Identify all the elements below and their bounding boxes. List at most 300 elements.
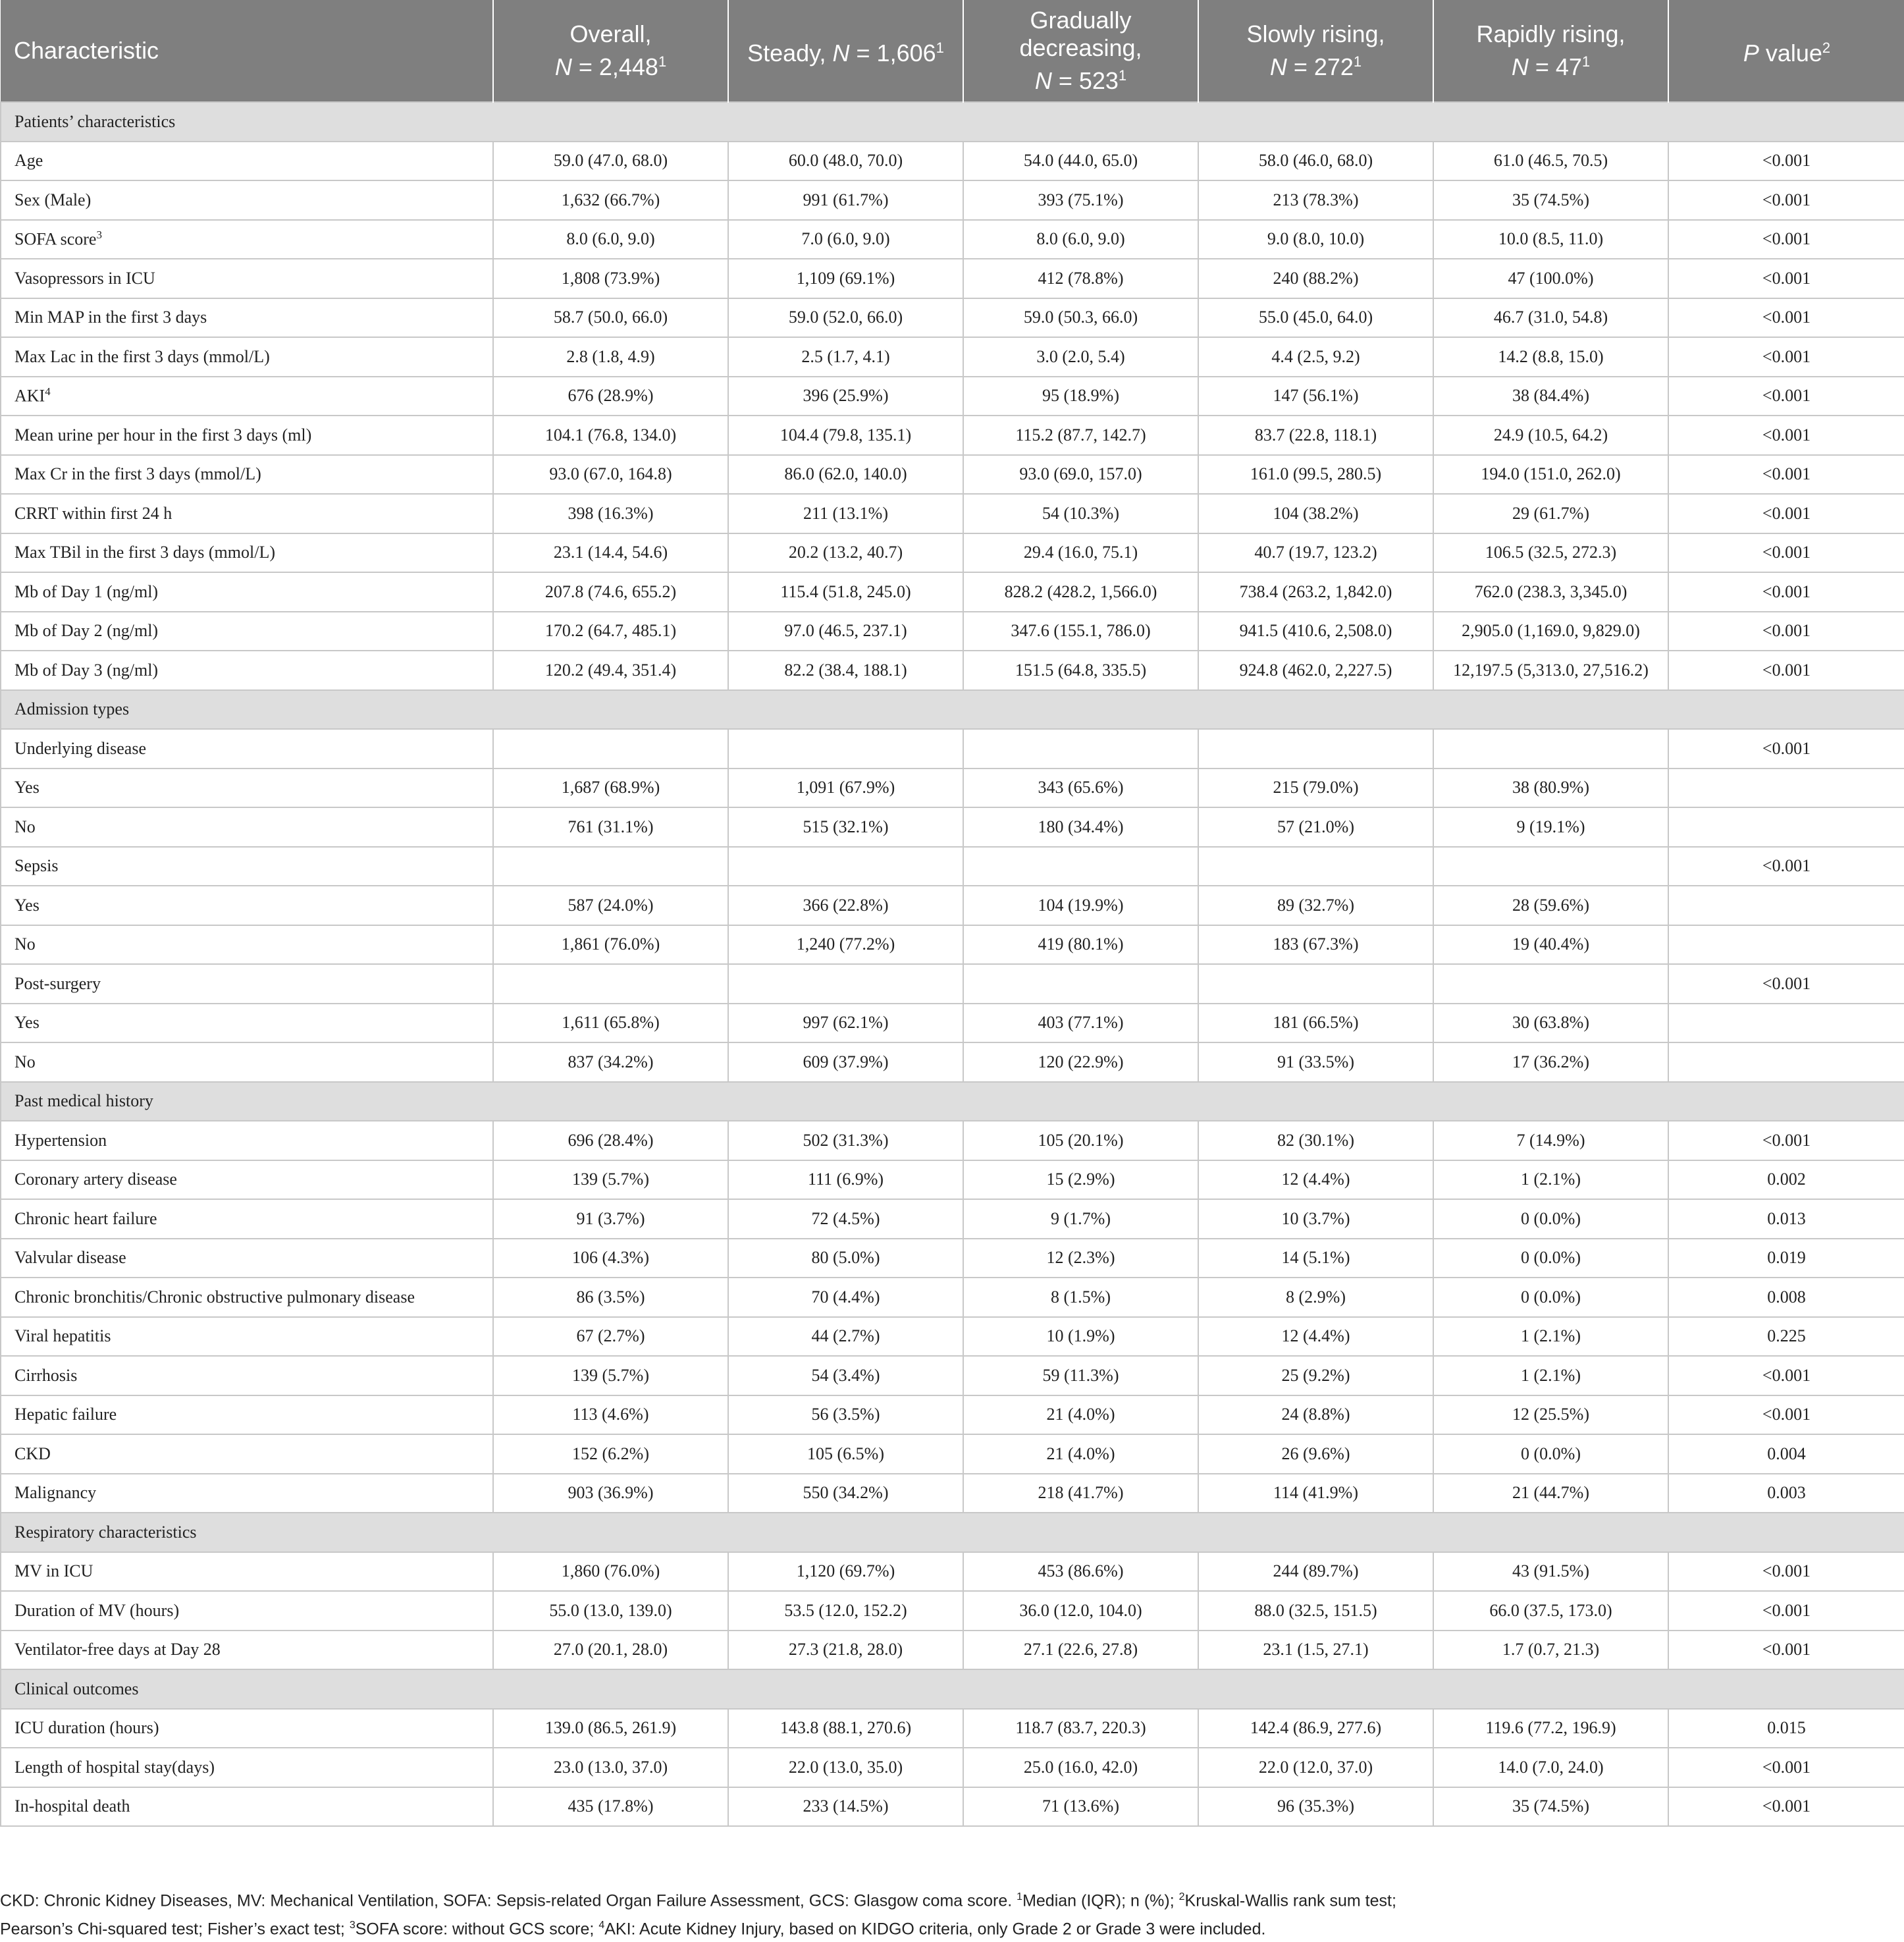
row-label: Hepatic failure	[14, 1405, 117, 1424]
cell-gradually-decreasing: 59 (11.3%)	[963, 1356, 1198, 1395]
header-grad-line2: decreasing,	[1019, 34, 1142, 61]
cell-rapidly-rising: 0 (0.0%)	[1433, 1199, 1668, 1239]
cell-rapidly-rising: 12 (25.5%)	[1433, 1395, 1668, 1435]
cell-gradually-decreasing	[963, 847, 1198, 886]
cell-steady: 997 (62.1%)	[728, 1004, 963, 1043]
cell-slowly-rising: 40.7 (19.7, 123.2)	[1198, 533, 1433, 573]
table-row	[1, 1552, 1904, 1592]
table-row	[1, 1121, 1904, 1160]
cell-steady: 97.0 (46.5, 237.1)	[728, 612, 963, 651]
row-label: Yes	[14, 895, 40, 915]
row-label-cell	[1, 220, 493, 259]
cell-overall: 91 (3.7%)	[493, 1199, 728, 1239]
cell-p-value: <0.001	[1668, 416, 1904, 455]
cell-steady: 2.5 (1.7, 4.1)	[728, 337, 963, 377]
cell-rapidly-rising: 29 (61.7%)	[1433, 494, 1668, 533]
cell-rapidly-rising: 66.0 (37.5, 173.0)	[1433, 1591, 1668, 1631]
cell-steady: 20.2 (13.2, 40.7)	[728, 533, 963, 573]
cell-p-value: <0.001	[1668, 220, 1904, 259]
cell-gradually-decreasing: 8 (1.5%)	[963, 1278, 1198, 1317]
cell-overall: 1,808 (73.9%)	[493, 259, 728, 298]
cell-overall: 139.0 (86.5, 261.9)	[493, 1709, 728, 1748]
cell-overall: 398 (16.3%)	[493, 494, 728, 533]
cell-p-value: <0.001	[1668, 1631, 1904, 1670]
cell-slowly-rising: 8 (2.9%)	[1198, 1278, 1433, 1317]
cell-overall: 139 (5.7%)	[493, 1356, 728, 1395]
row-label: Ventilator-free days at Day 28	[14, 1640, 221, 1659]
header-overall-value: = 2,448	[571, 53, 658, 80]
cell-gradually-decreasing: 15 (2.9%)	[963, 1160, 1198, 1200]
cell-p-value	[1668, 925, 1904, 965]
row-label: No	[14, 1052, 36, 1071]
cell-gradually-decreasing: 93.0 (69.0, 157.0)	[963, 455, 1198, 495]
cell-overall: 1,687 (68.9%)	[493, 769, 728, 808]
cell-steady: 211 (13.1%)	[728, 494, 963, 533]
footnote-sup-2: 2	[1178, 1891, 1185, 1902]
cell-slowly-rising: 55.0 (45.0, 64.0)	[1198, 298, 1433, 338]
table-row	[1, 925, 1904, 965]
footnote-text-4: AKI: Acute Kidney Injury, based on KIDGO criteria, only Grade 2 or Grade 3 were included.	[604, 1920, 1266, 1939]
cell-p-value: <0.001	[1668, 298, 1904, 338]
row-label: Yes	[14, 778, 40, 797]
cell-steady: 111 (6.9%)	[728, 1160, 963, 1200]
cell-slowly-rising: 89 (32.7%)	[1198, 886, 1433, 925]
cell-p-value: <0.001	[1668, 572, 1904, 612]
footnote-line-2	[0, 1913, 1904, 1941]
cell-p-value: 0.015	[1668, 1709, 1904, 1748]
row-label: Min MAP in the first 3 days	[14, 308, 207, 327]
row-label: Chronic heart failure	[14, 1208, 157, 1228]
table-row	[1, 416, 1904, 455]
cell-overall: 106 (4.3%)	[493, 1239, 728, 1278]
cell-p-value: <0.001	[1668, 455, 1904, 495]
row-label: Max Lac in the first 3 days (mmol/L)	[14, 346, 270, 366]
cell-overall	[493, 964, 728, 1004]
cell-gradually-decreasing: 403 (77.1%)	[963, 1004, 1198, 1043]
cell-rapidly-rising: 35 (74.5%)	[1433, 1787, 1668, 1827]
cell-p-value: <0.001	[1668, 651, 1904, 690]
row-label-cell	[1, 1121, 493, 1160]
cell-overall: 2.8 (1.8, 4.9)	[493, 337, 728, 377]
row-label-cell	[1, 1631, 493, 1670]
header-p-value	[1668, 0, 1904, 102]
table-row	[1, 1395, 1904, 1435]
cell-steady: 550 (34.2%)	[728, 1474, 963, 1513]
cell-gradually-decreasing: 54 (10.3%)	[963, 494, 1198, 533]
table-row	[1, 337, 1904, 377]
cell-overall: 696 (28.4%)	[493, 1121, 728, 1160]
row-label: Age	[14, 151, 43, 171]
cell-gradually-decreasing: 347.6 (155.1, 786.0)	[963, 612, 1198, 651]
cell-overall: 120.2 (49.4, 351.4)	[493, 651, 728, 690]
row-label-cell	[1, 1199, 493, 1239]
row-label-cell	[1, 964, 493, 1004]
row-label-cell	[1, 651, 493, 690]
cell-slowly-rising: 83.7 (22.8, 118.1)	[1198, 416, 1433, 455]
cell-slowly-rising: 161.0 (99.5, 280.5)	[1198, 455, 1433, 495]
cell-overall: 435 (17.8%)	[493, 1787, 728, 1827]
cell-rapidly-rising: 12,197.5 (5,313.0, 27,516.2)	[1433, 651, 1668, 690]
cell-gradually-decreasing	[963, 729, 1198, 769]
table-row	[1, 1317, 1904, 1357]
table-row	[1, 612, 1904, 651]
row-label-cell	[1, 494, 493, 533]
cell-slowly-rising: 147 (56.1%)	[1198, 377, 1433, 416]
cell-steady: 44 (2.7%)	[728, 1317, 963, 1357]
cell-gradually-decreasing	[963, 964, 1198, 1004]
cell-gradually-decreasing: 12 (2.3%)	[963, 1239, 1198, 1278]
cell-gradually-decreasing: 71 (13.6%)	[963, 1787, 1198, 1827]
cell-rapidly-rising: 21 (44.7%)	[1433, 1474, 1668, 1513]
row-label-cell	[1, 612, 493, 651]
cell-steady: 1,091 (67.9%)	[728, 769, 963, 808]
cell-rapidly-rising: 30 (63.8%)	[1433, 1004, 1668, 1043]
row-label-cell	[1, 1748, 493, 1787]
cell-overall: 23.1 (14.4, 54.6)	[493, 533, 728, 573]
row-label: ICU duration (hours)	[14, 1718, 159, 1738]
section-label: Clinical outcomes	[1, 1669, 1904, 1709]
row-label: Cirrhosis	[14, 1365, 78, 1385]
cell-slowly-rising: 183 (67.3%)	[1198, 925, 1433, 965]
table-row	[1, 1160, 1904, 1200]
table-row	[1, 494, 1904, 533]
cell-slowly-rising: 58.0 (46.0, 68.0)	[1198, 142, 1433, 181]
cell-p-value: <0.001	[1668, 259, 1904, 298]
cell-overall: 676 (28.9%)	[493, 377, 728, 416]
cell-rapidly-rising: 61.0 (46.5, 70.5)	[1433, 142, 1668, 181]
cell-gradually-decreasing: 29.4 (16.0, 75.1)	[963, 533, 1198, 573]
footnote-sup-4: 4	[598, 1920, 605, 1931]
cell-gradually-decreasing: 120 (22.9%)	[963, 1042, 1198, 1082]
footnote-text-2: Kruskal-Wallis rank sum test;	[1184, 1891, 1396, 1910]
cell-rapidly-rising: 1 (2.1%)	[1433, 1160, 1668, 1200]
table-row	[1, 651, 1904, 690]
cell-gradually-decreasing: 8.0 (6.0, 9.0)	[963, 220, 1198, 259]
row-label-cell	[1, 142, 493, 181]
cell-steady: 22.0 (13.0, 35.0)	[728, 1748, 963, 1787]
cell-gradually-decreasing: 218 (41.7%)	[963, 1474, 1198, 1513]
row-label-cell	[1, 1317, 493, 1357]
cell-slowly-rising: 24 (8.8%)	[1198, 1395, 1433, 1435]
cell-slowly-rising	[1198, 847, 1433, 886]
cell-slowly-rising: 26 (9.6%)	[1198, 1434, 1433, 1474]
cell-overall: 170.2 (64.7, 485.1)	[493, 612, 728, 651]
cell-p-value: <0.001	[1668, 337, 1904, 377]
header-grad-sup: 1	[1118, 67, 1127, 84]
cell-rapidly-rising: 38 (84.4%)	[1433, 377, 1668, 416]
cell-p-value: <0.001	[1668, 1748, 1904, 1787]
cell-gradually-decreasing: 105 (20.1%)	[963, 1121, 1198, 1160]
row-label-cell	[1, 298, 493, 338]
cell-gradually-decreasing: 21 (4.0%)	[963, 1434, 1198, 1474]
cell-slowly-rising: 181 (66.5%)	[1198, 1004, 1433, 1043]
cell-rapidly-rising	[1433, 964, 1668, 1004]
header-steady-value: = 1,606	[849, 40, 936, 67]
header-rapid-sup: 1	[1581, 53, 1591, 70]
cell-slowly-rising: 213 (78.3%)	[1198, 180, 1433, 220]
cell-p-value: <0.001	[1668, 1787, 1904, 1827]
cell-rapidly-rising: 19 (40.4%)	[1433, 925, 1668, 965]
cell-rapidly-rising: 762.0 (238.3, 3,345.0)	[1433, 572, 1668, 612]
row-label-cell	[1, 729, 493, 769]
cell-steady: 54 (3.4%)	[728, 1356, 963, 1395]
table-row	[1, 455, 1904, 495]
row-label-cell	[1, 1474, 493, 1513]
header-p-text: value	[1759, 40, 1822, 67]
cell-steady: 70 (4.4%)	[728, 1278, 963, 1317]
cell-slowly-rising	[1198, 964, 1433, 1004]
cell-gradually-decreasing: 25.0 (16.0, 42.0)	[963, 1748, 1198, 1787]
cell-rapidly-rising: 47 (100.0%)	[1433, 259, 1668, 298]
footnote-text-3: SOFA score: without GCS score;	[355, 1920, 599, 1939]
cell-p-value: 0.013	[1668, 1199, 1904, 1239]
cell-slowly-rising: 941.5 (410.6, 2,508.0)	[1198, 612, 1433, 651]
cell-gradually-decreasing: 95 (18.9%)	[963, 377, 1198, 416]
header-slow-line1: Slowly rising,	[1246, 20, 1385, 47]
cell-overall: 23.0 (13.0, 37.0)	[493, 1748, 728, 1787]
row-label: No	[14, 934, 36, 954]
cell-p-value	[1668, 769, 1904, 808]
cell-steady	[728, 847, 963, 886]
row-label: Sex (Male)	[14, 190, 92, 209]
cell-overall: 27.0 (20.1, 28.0)	[493, 1631, 728, 1670]
table-row	[1, 964, 1904, 1004]
row-label: Mb of Day 1 (ng/ml)	[14, 581, 159, 601]
cell-steady: 80 (5.0%)	[728, 1239, 963, 1278]
cell-slowly-rising: 240 (88.2%)	[1198, 259, 1433, 298]
header-overall-n: N	[554, 53, 572, 80]
row-label-cell	[1, 1709, 493, 1748]
cell-p-value: <0.001	[1668, 142, 1904, 181]
cell-steady: 53.5 (12.0, 152.2)	[728, 1591, 963, 1631]
header-rapidly-rising	[1433, 0, 1668, 102]
table-row	[1, 1591, 1904, 1631]
cell-gradually-decreasing: 343 (65.6%)	[963, 769, 1198, 808]
header-gradually-decreasing	[963, 0, 1198, 102]
cell-p-value: 0.225	[1668, 1317, 1904, 1357]
cell-gradually-decreasing: 59.0 (50.3, 66.0)	[963, 298, 1198, 338]
cell-p-value: 0.008	[1668, 1278, 1904, 1317]
row-label-cell	[1, 416, 493, 455]
row-label: Vasopressors in ICU	[14, 268, 155, 288]
cell-rapidly-rising	[1433, 847, 1668, 886]
row-label: Chronic bronchitis/Chronic obstructive pulmonary disease	[14, 1287, 415, 1307]
header-characteristic: Characteristic	[1, 0, 493, 102]
row-label-cell	[1, 1356, 493, 1395]
footnote-text-1: Median (IQR); n (%);	[1022, 1891, 1179, 1910]
row-label-cell	[1, 1042, 493, 1082]
header-p-sup: 2	[1822, 40, 1831, 56]
cell-gradually-decreasing: 180 (34.4%)	[963, 807, 1198, 847]
cell-steady: 366 (22.8%)	[728, 886, 963, 925]
header-steady	[728, 0, 963, 102]
cell-overall: 104.1 (76.8, 134.0)	[493, 416, 728, 455]
row-label-cell	[1, 377, 493, 416]
table-row	[1, 298, 1904, 338]
cell-slowly-rising: 215 (79.0%)	[1198, 769, 1433, 808]
footnote-sup-3: 3	[349, 1920, 356, 1931]
row-label-cell	[1, 259, 493, 298]
cell-rapidly-rising	[1433, 729, 1668, 769]
cell-steady: 609 (37.9%)	[728, 1042, 963, 1082]
header-rapid-n: N	[1511, 53, 1529, 80]
table-row	[1, 1042, 1904, 1082]
row-label: MV in ICU	[14, 1561, 93, 1581]
cell-slowly-rising: 104 (38.2%)	[1198, 494, 1433, 533]
row-label: CRRT within first 24 h	[14, 503, 172, 523]
cell-steady: 991 (61.7%)	[728, 180, 963, 220]
table-row	[1, 1004, 1904, 1043]
row-label-cell	[1, 1160, 493, 1200]
cell-gradually-decreasing: 453 (86.6%)	[963, 1552, 1198, 1592]
header-rapid-line1: Rapidly rising,	[1476, 20, 1626, 47]
table-row	[1, 1356, 1904, 1395]
cell-gradually-decreasing: 3.0 (2.0, 5.4)	[963, 337, 1198, 377]
cell-gradually-decreasing: 393 (75.1%)	[963, 180, 1198, 220]
table-footnote	[0, 1885, 1904, 1942]
row-label: Duration of MV (hours)	[14, 1600, 180, 1620]
row-label: Hypertension	[14, 1130, 107, 1150]
cell-rapidly-rising: 0 (0.0%)	[1433, 1278, 1668, 1317]
cell-overall: 1,611 (65.8%)	[493, 1004, 728, 1043]
table-row	[1, 769, 1904, 808]
row-label-cell	[1, 847, 493, 886]
cell-overall: 587 (24.0%)	[493, 886, 728, 925]
cell-steady: 56 (3.5%)	[728, 1395, 963, 1435]
section-row	[1, 690, 1904, 730]
row-label-cell	[1, 1395, 493, 1435]
cell-slowly-rising: 82 (30.1%)	[1198, 1121, 1433, 1160]
cell-p-value	[1668, 1042, 1904, 1082]
row-label: Mb of Day 2 (ng/ml)	[14, 621, 159, 641]
row-label: SOFA score	[14, 230, 97, 250]
cell-p-value: <0.001	[1668, 847, 1904, 886]
table-row	[1, 1709, 1904, 1748]
cell-gradually-decreasing: 419 (80.1%)	[963, 925, 1198, 965]
row-label: CKD	[14, 1443, 51, 1463]
cell-slowly-rising: 14 (5.1%)	[1198, 1239, 1433, 1278]
cell-gradually-decreasing: 27.1 (22.6, 27.8)	[963, 1631, 1198, 1670]
cell-p-value: 0.002	[1668, 1160, 1904, 1200]
row-label: Sepsis	[14, 856, 59, 876]
cell-overall: 86 (3.5%)	[493, 1278, 728, 1317]
cell-steady: 396 (25.9%)	[728, 377, 963, 416]
row-label: In-hospital death	[14, 1796, 130, 1816]
cell-overall: 58.7 (50.0, 66.0)	[493, 298, 728, 338]
section-row	[1, 1669, 1904, 1709]
table-row	[1, 1748, 1904, 1787]
cell-slowly-rising: 10 (3.7%)	[1198, 1199, 1433, 1239]
cell-overall: 55.0 (13.0, 139.0)	[493, 1591, 728, 1631]
cell-rapidly-rising: 9 (19.1%)	[1433, 807, 1668, 847]
cell-slowly-rising: 12 (4.4%)	[1198, 1317, 1433, 1357]
section-label: Respiratory characteristics	[1, 1513, 1904, 1552]
cell-rapidly-rising: 28 (59.6%)	[1433, 886, 1668, 925]
cell-gradually-decreasing: 828.2 (428.2, 1,566.0)	[963, 572, 1198, 612]
row-label: Coronary artery disease	[14, 1170, 177, 1189]
cell-gradually-decreasing: 104 (19.9%)	[963, 886, 1198, 925]
row-label-cell	[1, 925, 493, 965]
footnote-sup-1: 1	[1017, 1891, 1023, 1902]
cell-p-value: <0.001	[1668, 377, 1904, 416]
cell-rapidly-rising: 0 (0.0%)	[1433, 1434, 1668, 1474]
cell-overall: 113 (4.6%)	[493, 1395, 728, 1435]
row-label-cell	[1, 1278, 493, 1317]
header-steady-sup: 1	[936, 40, 944, 56]
header-overall-line1: Overall,	[569, 20, 652, 47]
cell-p-value: 0.003	[1668, 1474, 1904, 1513]
cell-p-value: <0.001	[1668, 533, 1904, 573]
row-label-footnote-marker: 3	[96, 229, 102, 242]
cell-rapidly-rising: 14.0 (7.0, 24.0)	[1433, 1748, 1668, 1787]
cell-slowly-rising: 22.0 (12.0, 37.0)	[1198, 1748, 1433, 1787]
header-slow-n: N	[1269, 53, 1287, 80]
table-row	[1, 180, 1904, 220]
cell-overall: 59.0 (47.0, 68.0)	[493, 142, 728, 181]
cell-overall	[493, 847, 728, 886]
cell-rapidly-rising: 38 (80.9%)	[1433, 769, 1668, 808]
cell-rapidly-rising: 7 (14.9%)	[1433, 1121, 1668, 1160]
cell-steady: 104.4 (79.8, 135.1)	[728, 416, 963, 455]
row-label: AKI	[14, 387, 45, 406]
cell-slowly-rising: 738.4 (263.2, 1,842.0)	[1198, 572, 1433, 612]
header-p-italic: P	[1743, 40, 1759, 67]
cell-steady: 72 (4.5%)	[728, 1199, 963, 1239]
row-label-cell	[1, 533, 493, 573]
row-label: Mb of Day 3 (ng/ml)	[14, 660, 159, 680]
row-label: Length of hospital stay(days)	[14, 1757, 215, 1777]
header-row	[1, 0, 1904, 102]
table-row	[1, 1434, 1904, 1474]
cell-overall: 207.8 (74.6, 655.2)	[493, 572, 728, 612]
cell-rapidly-rising: 106.5 (32.5, 272.3)	[1433, 533, 1668, 573]
table-row	[1, 572, 1904, 612]
cell-rapidly-rising: 46.7 (31.0, 54.8)	[1433, 298, 1668, 338]
cell-steady: 86.0 (62.0, 140.0)	[728, 455, 963, 495]
row-label-cell	[1, 572, 493, 612]
row-label: Max Cr in the first 3 days (mmol/L)	[14, 464, 261, 484]
cell-slowly-rising: 924.8 (462.0, 2,227.5)	[1198, 651, 1433, 690]
table-row	[1, 1239, 1904, 1278]
cell-overall: 1,632 (66.7%)	[493, 180, 728, 220]
row-label: Post-surgery	[14, 973, 101, 993]
cell-steady: 1,120 (69.7%)	[728, 1552, 963, 1592]
cell-rapidly-rising: 10.0 (8.5, 11.0)	[1433, 220, 1668, 259]
cell-gradually-decreasing: 21 (4.0%)	[963, 1395, 1198, 1435]
cell-rapidly-rising: 43 (91.5%)	[1433, 1552, 1668, 1592]
cell-steady: 515 (32.1%)	[728, 807, 963, 847]
cell-slowly-rising: 114 (41.9%)	[1198, 1474, 1433, 1513]
header-grad-line1: Gradually	[1030, 7, 1132, 34]
cell-overall: 761 (31.1%)	[493, 807, 728, 847]
cell-p-value	[1668, 807, 1904, 847]
row-label-cell	[1, 886, 493, 925]
table-row	[1, 1278, 1904, 1317]
cell-gradually-decreasing: 412 (78.8%)	[963, 259, 1198, 298]
row-label: Viral hepatitis	[14, 1326, 111, 1346]
cell-slowly-rising: 57 (21.0%)	[1198, 807, 1433, 847]
cell-p-value	[1668, 1004, 1904, 1043]
cell-slowly-rising: 4.4 (2.5, 9.2)	[1198, 337, 1433, 377]
cell-slowly-rising: 12 (4.4%)	[1198, 1160, 1433, 1200]
section-label: Patients’ characteristics	[1, 102, 1904, 142]
cell-rapidly-rising: 1 (2.1%)	[1433, 1356, 1668, 1395]
cell-rapidly-rising: 1.7 (0.7, 21.3)	[1433, 1631, 1668, 1670]
cell-overall: 93.0 (67.0, 164.8)	[493, 455, 728, 495]
cell-p-value: <0.001	[1668, 1121, 1904, 1160]
row-label: Valvular disease	[14, 1248, 126, 1268]
footnote-abbreviations: CKD: Chronic Kidney Diseases, MV: Mechanical Ventilation, SOFA: Sepsis-related Organ Failure Assessment, GCS: Glasgow coma score.	[0, 1891, 1017, 1910]
